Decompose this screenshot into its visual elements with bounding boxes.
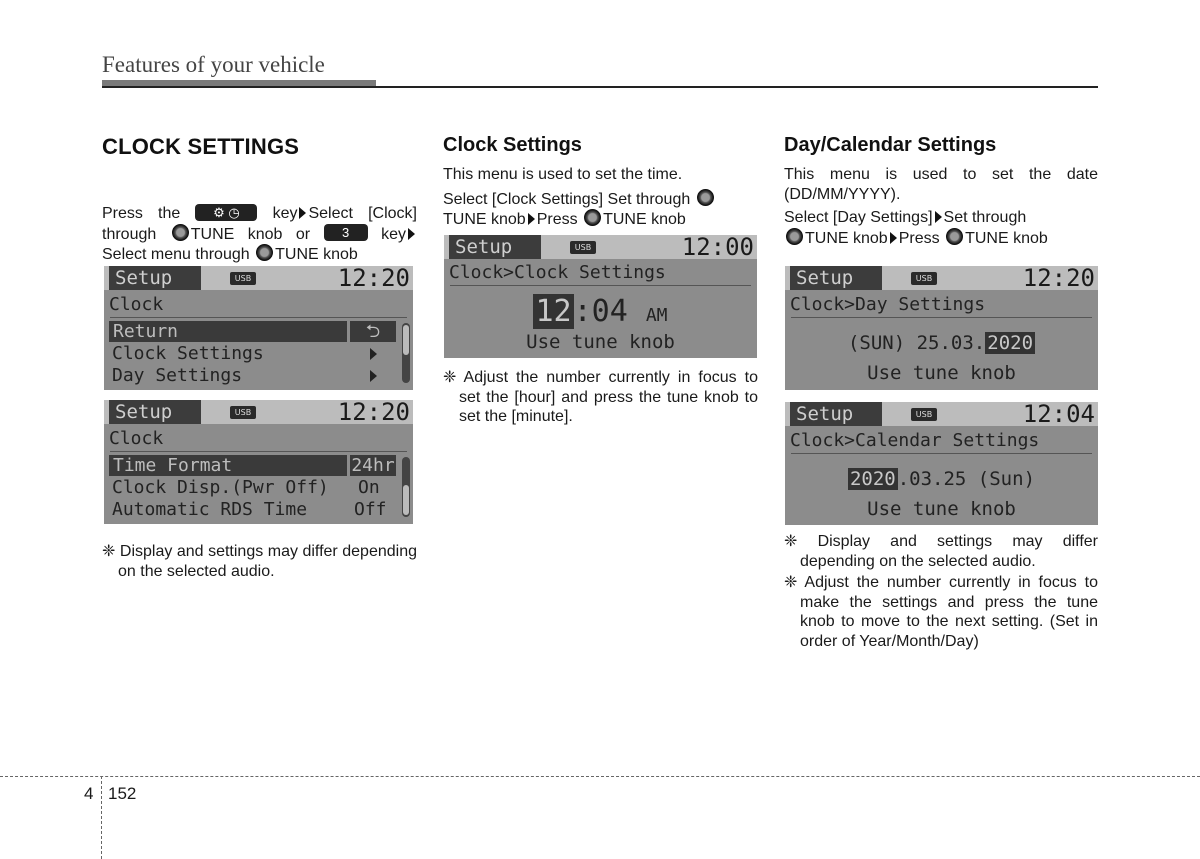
- day-settings-screen: [785, 266, 1098, 390]
- screen-title: Clock>Clock Settings: [449, 262, 666, 283]
- tune-knob-icon: [697, 189, 714, 206]
- column-clock-settings-intro: [102, 134, 417, 265]
- divider: [110, 451, 407, 452]
- setup-tab: Setup: [109, 400, 201, 424]
- scrollbar: [402, 457, 410, 517]
- screen-title: Clock>Calendar Settings: [790, 430, 1040, 451]
- minute-field: 04: [591, 294, 628, 329]
- section-heading: Clock Settings: [443, 134, 582, 156]
- screen-title: Clock: [109, 294, 164, 315]
- col2-notes: [443, 368, 758, 427]
- note-display-differ: ❈ Display and settings may differ depending on the selected audio.: [102, 543, 417, 580]
- menu-item-day-settings: Day Settings: [112, 365, 243, 386]
- hint-text: Use tune knob: [867, 498, 1016, 520]
- screen-title: Clock: [109, 428, 164, 449]
- usb-icon: USB: [570, 241, 596, 254]
- col3-notes: [784, 532, 1098, 651]
- instructions-paragraph: [784, 208, 1098, 248]
- screen-title: Clock>Day Settings: [790, 294, 986, 315]
- chapter-number: 4: [84, 784, 94, 803]
- date-display: [785, 331, 1098, 355]
- instructions-paragraph: [443, 189, 758, 230]
- intro-text: TUNE knob: [275, 246, 358, 263]
- intro-text: key: [381, 225, 406, 243]
- setup-tab: Setup: [790, 402, 882, 426]
- instruction-text: Press: [536, 211, 578, 228]
- note-display-differ: ❈ Display and settings may differ depending on the selected audio.: [784, 533, 1098, 570]
- instruction-text: TUNE knob: [443, 211, 526, 228]
- usb-icon: USB: [230, 406, 256, 419]
- note-adjust-date: ❈ Adjust the number currently in focus to make the settings and press the tune knob to move to the next setting. (Set in order of Year/Month/Day): [784, 574, 1098, 650]
- note-adjust-hour: ❈ Adjust the number currently in focus to set the [hour] and press the tune knob to set the [minute].: [443, 369, 758, 425]
- hint-text: Use tune knob: [526, 331, 675, 353]
- preset-3-key-icon: 3: [324, 224, 368, 241]
- column-clock-settings: [443, 134, 758, 230]
- intro-text: Select [Clock] through: [102, 205, 417, 243]
- divider: [110, 317, 407, 318]
- rds-time-value: Off: [354, 499, 387, 520]
- time-setting-display: [444, 295, 757, 333]
- header-rule: [102, 86, 1098, 88]
- instruction-text: Select [Day Settings]: [784, 209, 933, 226]
- instruction-text: TUNE knob: [965, 229, 1048, 247]
- clock-time: 12:20: [337, 266, 410, 292]
- tune-knob-icon: [172, 224, 189, 241]
- am-pm-field: AM: [645, 305, 668, 326]
- instruction-text: Select [Clock Settings] Set through: [443, 190, 691, 208]
- arrow-right-icon: [528, 213, 535, 225]
- divider: [450, 285, 751, 286]
- divider: [791, 317, 1092, 318]
- hour-field: 12: [535, 294, 572, 329]
- calendar-settings-screen: [785, 402, 1098, 525]
- clock-disp-value: On: [358, 477, 380, 498]
- intro-text: Press the: [102, 205, 181, 222]
- intro-paragraph: [102, 204, 417, 265]
- paragraph: This menu is used to set the date (DD/MM/YYYY).: [784, 166, 1098, 203]
- time-colon: :: [573, 294, 592, 329]
- clock-time: 12:00: [681, 235, 754, 261]
- date-day-month: (SUN) 25.03.: [847, 332, 986, 354]
- intro-text: key: [272, 205, 298, 222]
- menu-item-automatic-rds-time: Automatic RDS Time: [112, 499, 308, 520]
- chevron-right-icon: [370, 348, 377, 360]
- footer-rule: [0, 776, 1200, 777]
- arrow-right-icon: [299, 207, 306, 219]
- setup-tab: Setup: [109, 266, 201, 290]
- tune-knob-icon: [584, 209, 601, 226]
- usb-icon: USB: [911, 408, 937, 421]
- section-heading: Day/Calendar Settings: [784, 134, 997, 156]
- arrow-right-icon: [408, 228, 415, 240]
- usb-icon: USB: [230, 272, 256, 285]
- menu-item-time-format: Time Format: [109, 455, 347, 476]
- clock-menu-screen: [104, 266, 413, 390]
- date-display: [785, 467, 1098, 491]
- menu-item-return: Return: [109, 321, 347, 342]
- year-field: 2020: [849, 468, 896, 490]
- setup-tab: Setup: [790, 266, 882, 290]
- time-format-screen: [104, 400, 413, 524]
- paragraph: This menu is used to set the time.: [443, 166, 683, 183]
- setup-clock-key-icon: ⚙ ◷: [195, 204, 257, 221]
- menu-item-clock-settings: Clock Settings: [112, 343, 264, 364]
- usb-icon: USB: [911, 272, 937, 285]
- page-number: 152: [108, 784, 137, 803]
- time-format-value: 24hr: [351, 455, 395, 476]
- column-day-calendar-settings: [784, 134, 1098, 248]
- divider: [791, 453, 1092, 454]
- setup-tab: Setup: [449, 235, 541, 259]
- section-heading: CLOCK SETTINGS: [102, 134, 300, 159]
- year-field: 2020: [987, 332, 1034, 354]
- date-month-day: .03.25 (Sun): [897, 468, 1036, 490]
- tune-knob-icon: [786, 228, 803, 245]
- intro-text: TUNE knob or: [190, 225, 311, 243]
- scrollbar: [402, 323, 410, 383]
- arrow-right-icon: [935, 211, 942, 223]
- arrow-right-icon: [890, 232, 897, 244]
- return-icon: ⮌: [350, 321, 396, 342]
- tune-knob-icon: [256, 244, 273, 261]
- page-header-title: Features of your vehicle: [102, 52, 325, 77]
- footer-divider: [101, 776, 102, 859]
- intro-text: Select menu through: [102, 246, 250, 263]
- chevron-right-icon: [370, 370, 377, 382]
- instruction-text: Press: [898, 229, 940, 247]
- instruction-text: TUNE knob: [805, 229, 888, 247]
- instruction-text: TUNE knob: [603, 211, 686, 228]
- menu-item-clock-disp: Clock Disp.(Pwr Off): [112, 477, 329, 498]
- clock-time: 12:20: [1022, 266, 1095, 292]
- clock-settings-screen: [444, 235, 757, 358]
- col1-notes: [102, 542, 417, 581]
- instruction-text: Set through: [943, 209, 1027, 226]
- clock-time: 12:04: [1022, 402, 1095, 428]
- tune-knob-icon: [946, 228, 963, 245]
- hint-text: Use tune knob: [867, 362, 1016, 384]
- clock-time: 12:20: [337, 400, 410, 426]
